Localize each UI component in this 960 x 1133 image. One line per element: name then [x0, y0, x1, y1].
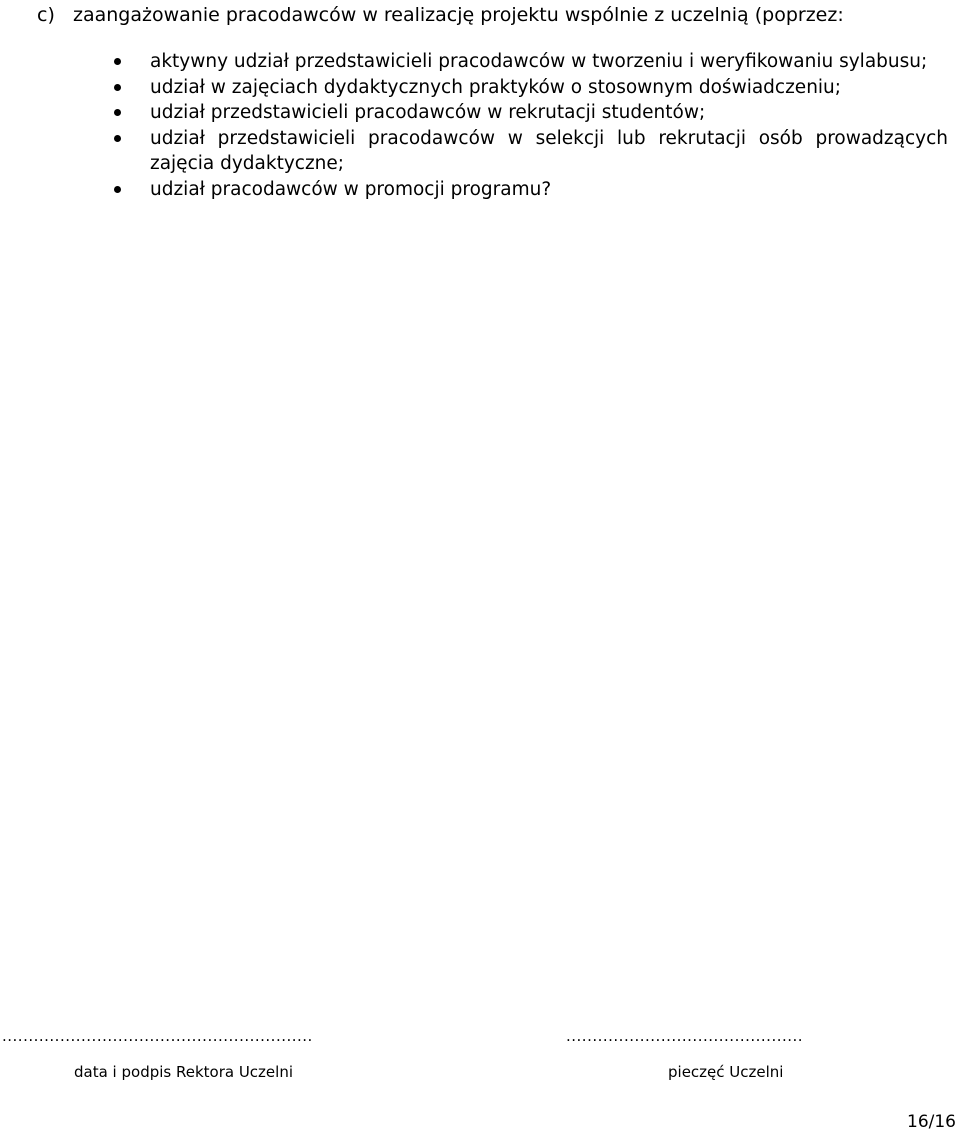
bullet-icon — [114, 135, 121, 142]
list-item — [0, 49, 960, 75]
bullet-icon — [114, 84, 121, 91]
section-marker: c) — [37, 4, 55, 26]
list-item-text: udział pracodawców w promocji programu? — [150, 178, 552, 200]
signature-line-seal: ............................................. — [566, 1027, 804, 1045]
list-item-text: udział w zajęciach dydaktycznych praktyków o stosownym doświadczeniu; — [150, 76, 842, 98]
section-heading — [37, 2, 844, 28]
section-heading-text: zaangażowanie pracodawców w realizację projektu wspólnie z uczelnią (poprzez: — [73, 4, 844, 26]
list-item-text: aktywny udział przedstawicieli pracodawców w tworzeniu i weryfikowaniu sylabusu; — [150, 51, 928, 72]
signature-label-rector: data i podpis Rektora Uczelni — [74, 1063, 294, 1081]
list-item — [0, 126, 960, 177]
bullet-icon — [114, 58, 121, 65]
bullet-icon — [114, 109, 121, 116]
signature-label-seal: pieczęć Uczelni — [668, 1063, 784, 1081]
list-item-text: udział przedstawicieli pracodawców w rekrutacji studentów; — [150, 102, 706, 123]
list-item — [0, 100, 960, 126]
list-item — [0, 75, 960, 101]
list-item-text: udział przedstawicieli pracodawców w selekcji lub rekrutacji osób prowadzących zajęcia dydaktyczne; — [150, 127, 948, 174]
list-item — [0, 177, 960, 203]
bullet-list — [0, 49, 960, 202]
page-number: 16/16 — [907, 1112, 956, 1132]
bullet-icon — [114, 186, 121, 193]
signature-line-rector: ........................................................... — [2, 1027, 313, 1045]
